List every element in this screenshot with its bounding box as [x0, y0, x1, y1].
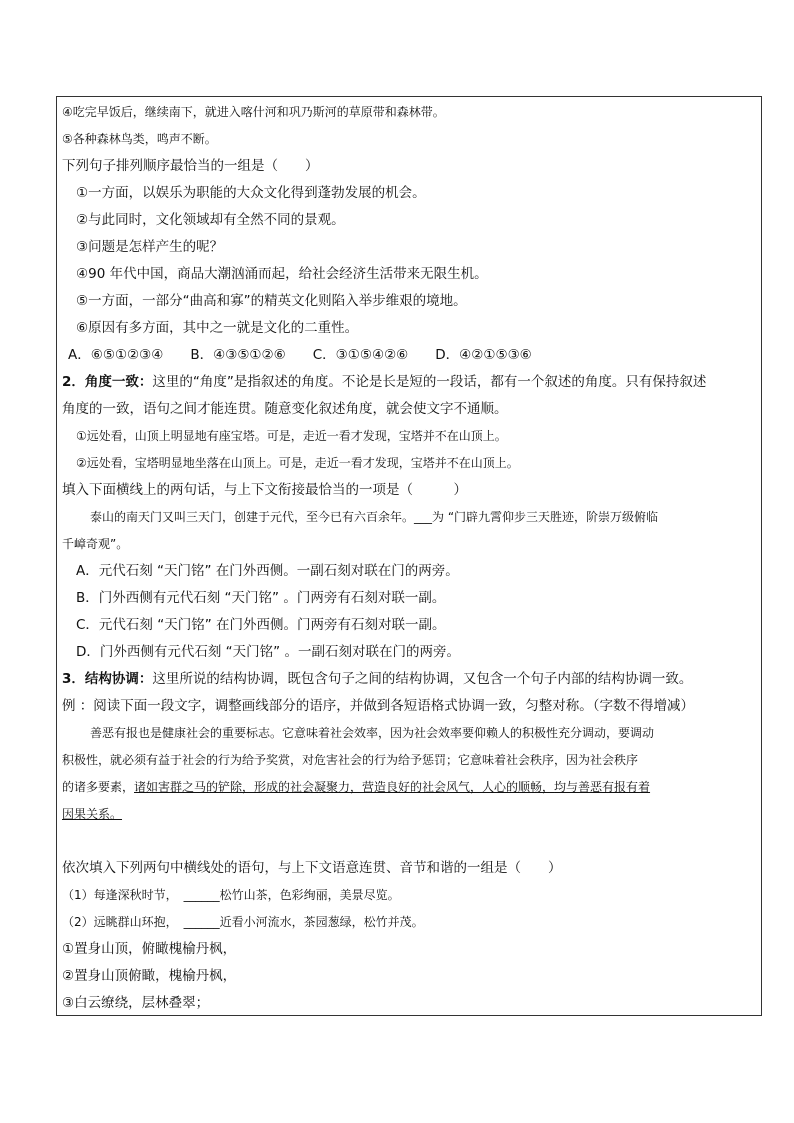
section-3-line-1 — [62, 670, 692, 688]
underlined-phrase: 诸如害群之马的铲除，形成的社会凝聚力，营造良好的社会风气，人心的顺畅， — [134, 780, 555, 794]
option-b: B．门外西侧有元代石刻 “天门铭” 。门两旁有石刻对联一副。 — [76, 590, 446, 606]
sentence-label: （2）远眺群山环抱， — [62, 915, 178, 929]
passage-line: 泰山的南天门又叫三天门，创建于元代，至今已有六百余年。___为 “门辟九霄仰步三天胜迹，阶崇万级俯临 — [90, 510, 659, 524]
question-stem: 下列句子排列顺序最恰当的一组是（ ） — [62, 158, 319, 174]
list-item: ②与此同时，文化领域却有全然不同的景观。 — [76, 212, 345, 228]
passage-line-underlined: 因果关系。 — [62, 807, 123, 821]
list-item: ①一方面，以娱乐为职能的大众文化得到蓬勃发展的机会。 — [76, 185, 426, 201]
question-stem: 依次填入下列两句中横线处的语句，与上下文语意连贯、音节和谐的一组是（ ） — [62, 860, 562, 876]
passage-line: 善恶有报也是健康社会的重要标志。它意味着社会效率，因为社会效率要仰赖人的积极性充分调动，要调动 — [90, 726, 655, 740]
fill-blank: ______ — [183, 888, 220, 902]
example-1: ①远处看，山顶上明显地有座宝塔。可是，走近一看才发现，宝塔并不在山顶上。 — [76, 429, 507, 443]
option-c: C．元代石刻 “天门铭” 在门外西侧。门两旁有石刻对联一副。 — [76, 617, 446, 633]
section-text: 这里所说的结构协调，既包含句子之间的结构协调，又包含一个句子内部的结构协调一致。 — [152, 671, 693, 687]
passage-line: 积极性，就必须有益于社会的行为给予奖赏，对危害社会的行为给予惩罚；它意味着社会秩序，因为社会秩序 — [62, 753, 639, 767]
intro-item-4: ④吃完早饭后，继续南下，就进入喀什河和巩乃斯河的草原带和森林带。 — [62, 105, 445, 119]
fill-blank: ______ — [183, 915, 220, 929]
choice-3: ③白云缭绕，层林叠翠； — [62, 995, 210, 1011]
option-a: A．元代石刻 “天门铭” 在门外西侧。一副石刻对联在门的两旁。 — [76, 563, 459, 579]
sentence-rest: 松竹山茶，色彩绚丽，美景尽览。 — [219, 888, 400, 902]
example-instruction: 例 ：阅读下面一段文字，调整画线部分的语序，并做到各短语格式协调一致，匀整对称。（字数不得增减） — [62, 698, 695, 714]
section-2-line-1 — [62, 373, 706, 391]
list-item: ③问题是怎样产生的呢？ — [76, 239, 224, 255]
choice-1: ①置身山顶，俯瞰槐榆丹枫， — [62, 941, 237, 957]
sentence-rest: 近看小河流水，茶园葱绿，松竹并茂。 — [219, 915, 424, 929]
passage-text: 的诸多要素， — [62, 780, 135, 794]
sentence-label: （1）每逢深秋时节， — [62, 888, 178, 902]
section-text: 这里的“角度”是指叙述的角度。不论是长是短的一段话，都有一个叙述的角度。只有保持叙述 — [152, 374, 707, 390]
section-2-line-2: 角度的一致，语句之间才能连贯。随意变化叙述角度，就会使文字不通顺。 — [62, 401, 508, 417]
sentence-2 — [62, 913, 424, 931]
choice-2: ②置身山顶俯瞰，槐榆丹枫， — [62, 968, 237, 984]
passage-line — [62, 778, 650, 796]
document-frame — [56, 96, 762, 1016]
section-heading: 2．角度一致： — [62, 374, 153, 390]
question-stem: 填入下面横线上的两句话，与上下文衔接最恰当的一项是（ ） — [62, 482, 467, 498]
section-heading: 3．结构协调： — [62, 671, 153, 687]
underlined-tail: 均与善恶有报有着 — [554, 780, 651, 794]
answer-options: A．⑥⑤①②③④ B．④③⑤①②⑥ C．③①⑤④②⑥ D．④②①⑤③⑥ — [68, 347, 532, 363]
list-item: ⑥原因有多方面，其中之一就是文化的二重性。 — [76, 320, 359, 336]
intro-item-5: ⑤各种森林鸟类，鸣声不断。 — [62, 132, 217, 146]
example-2: ②远处看，宝塔明显地坐落在山顶上。可是，走近一看才发现，宝塔并不在山顶上。 — [76, 456, 519, 470]
list-item: ④90 年代中国，商品大潮汹涌而起，给社会经济生活带来无限生机。 — [76, 266, 488, 282]
option-d: D．门外西侧有元代石刻 “天门铭” 。一副石刻对联在门的两旁。 — [76, 644, 460, 660]
sentence-1 — [62, 886, 400, 904]
list-item: ⑤一方面，一部分“曲高和寡”的精英文化则陷入举步维艰的境地。 — [76, 293, 467, 309]
passage-line: 千嶂奇观”。 — [62, 537, 129, 551]
